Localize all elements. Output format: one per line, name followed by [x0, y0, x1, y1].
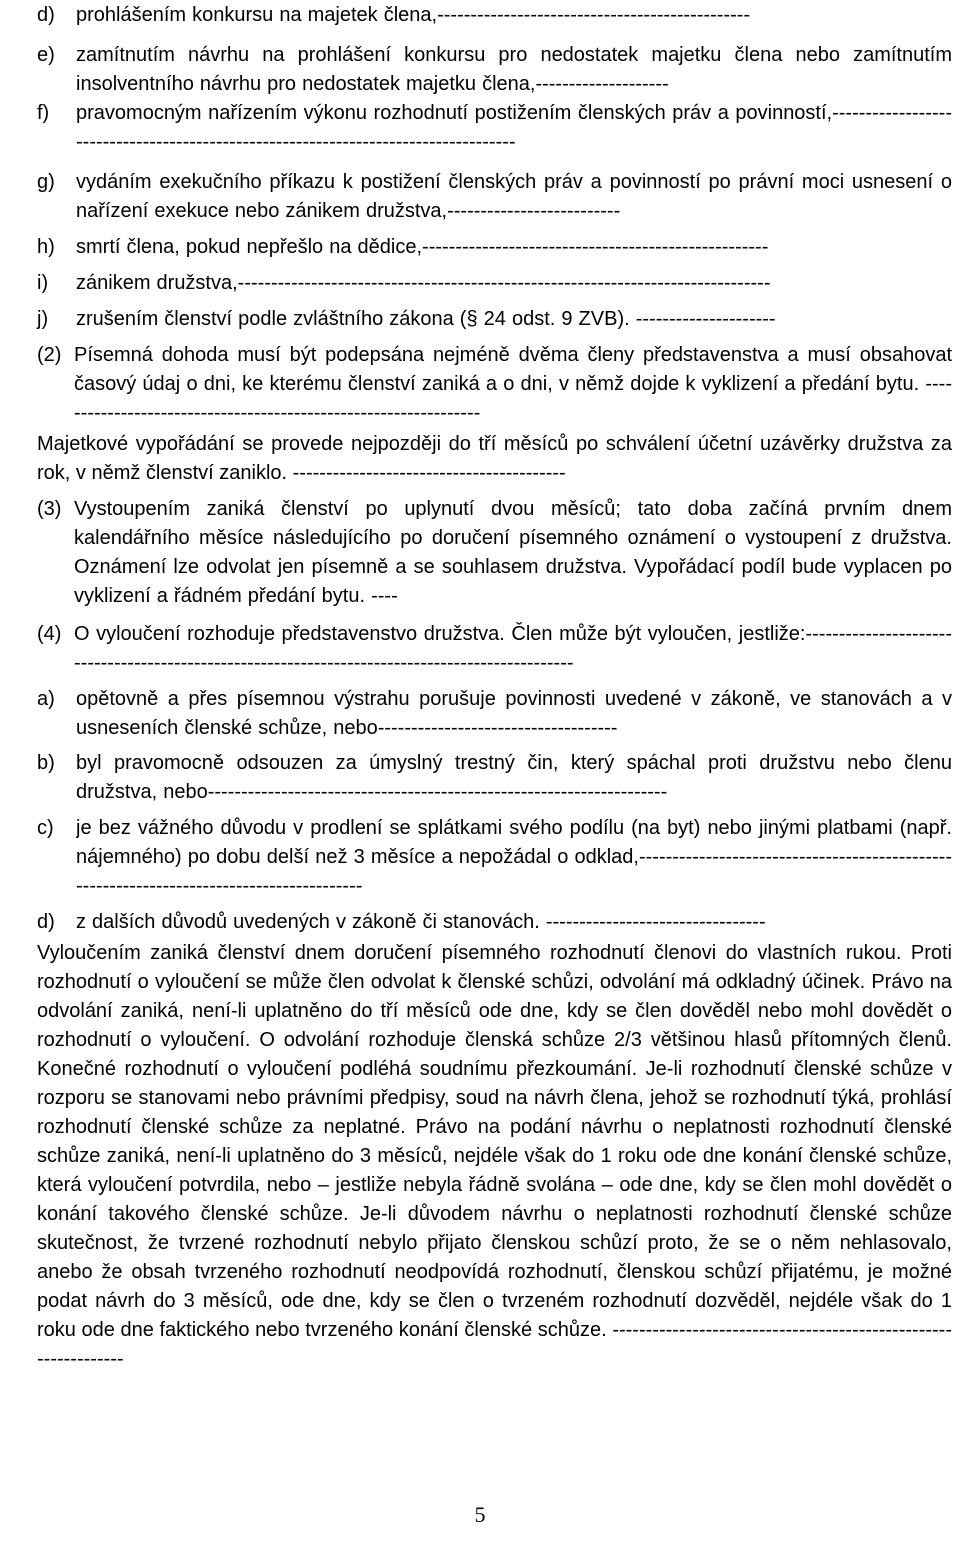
- item-text: byl pravomocně odsouzen za úmyslný trestný čin, který spáchal proti družstvu nebo členu družstva, nebo---------------------------------------------------------------------: [76, 752, 952, 803]
- paragraph-number: (2): [37, 344, 62, 366]
- item-label: f): [37, 102, 50, 124]
- list-item-b: [37, 749, 952, 807]
- paragraph-number: (4): [37, 623, 62, 645]
- item-label: c): [37, 817, 54, 839]
- item-text: zrušením členství podle zvláštního zákona (§ 24 odst. 9 ZVB). ---------------------: [76, 308, 776, 330]
- paragraph-expulsion: Vyloučením zaniká členství dnem doručení písemného rozhodnutí členovi do vlastních rukou. Proti rozhodnutí o vyloučení se může člen odvolat k členské schůzi, odvolání má odkladný účinek. Právo na odvolání zaniká, není-li uplatněno do tří měsíců ode dne, kdy se člen dověděl nebo mohl dovědět o rozhodnutí o vyloučení. O odvolání rozhoduje členská schůze 2/3 většinou hlasů přítomných členů. Konečné rozhodnutí o vyloučení podléhá soudnímu přezkoumání. Je-li rozhodnutí členské schůze v rozporu se stanovami nebo právními předpisy, soud na návrh člena, jehož se rozhodnutí týká, prohlásí rozhodnutí členské schůze za neplatné. Právo na podání návrhu o neplatnosti rozhodnutí členské schůze zaniká, není-li uplatněno do 3 měsíců, nejdéle však do 1 roku ode dne konání členské schůze, která vyloučení potvrdila, nebo – jestliže nebyla řádně svolána – ode dne, kdy se člen mohl dovědět o konání takového členské schůze. Je-li důvodem návrhu o neplatnosti rozhodnutí členské schůze skutečnost, že tvrzené rozhodnutí nebylo přijato členskou schůzí proto, že se o něm nehlasovalo, anebo že obsah tvrzeného rozhodnutí neodpovídá rozhodnutí, členskou schůzí přijatému, je možné podat návrh do 3 měsíců, ode dne, kdy se člen o tvrzeném rozhodnutí dozvěděl, nejdéle však do 1 roku ode dne faktického nebo tvrzeného konání členské schůze. ----------------------------------------------------------------: [37, 942, 952, 1370]
- item-text: vydáním exekučního příkazu k postižení členských práv a povinností po právní moci usnesení o nařízení exekuce nebo zánikem družstva,--------------------------: [76, 171, 952, 222]
- item-label: g): [37, 171, 55, 193]
- item-label: e): [37, 44, 55, 66]
- item-label: d): [37, 4, 55, 26]
- list-item-f: [37, 99, 952, 157]
- paragraph-number: (3): [37, 498, 62, 520]
- item-label: b): [37, 752, 55, 774]
- list-item-h: [37, 233, 952, 262]
- item-text: je bez vážného důvodu v prodlení se splátkami svého podílu (na byt) nebo jinými platbami (např. nájemného) po dobu delší než 3 měsíce a nepožádal o odklad,------------------------------------------------------------------------------------------: [76, 817, 952, 897]
- list-item-d-bottom: [37, 908, 952, 937]
- item-label: h): [37, 236, 55, 258]
- list-item-c: [37, 814, 952, 901]
- item-text: pravomocným nařízením výkonu rozhodnutí postižením členských práv a povinností,------------------------------------------------------------------------------------: [76, 102, 952, 153]
- list-item-a: [37, 685, 952, 743]
- list-item-e: [37, 41, 952, 99]
- item-label: a): [37, 688, 55, 710]
- item-label: i): [37, 272, 49, 294]
- paragraph-text: O vyloučení rozhoduje představenstvo družstva. Člen může být vyloučen, jestliže:-------------------------------------------------------------------------------------------------: [74, 623, 952, 674]
- page-number: 5: [474, 1502, 486, 1527]
- item-text: prohlášením konkursu na majetek člena,-----------------------------------------------: [76, 4, 751, 26]
- paragraph-4: [37, 620, 952, 678]
- paragraph-text: Vystoupením zaniká členství po uplynutí dvou měsíců; tato doba začíná prvním dnem kalendářního měsíce následujícího po doručení písemného oznámení o vystoupení z družstva. Oznámení lze odvolat jen písemně a se souhlasem družstva. Vypořádací podíl bude vyplacen po vyklizení a řádném předání bytu. ----: [74, 498, 952, 607]
- list-item-d-top: [37, 1, 952, 30]
- paragraph-text: Písemná dohoda musí být podepsána nejméně dvěma členy představenstva a musí obsahovat časový údaj o dni, ke kterému členství zaniká a o dni, v němž dojde k vyklizení a předání bytu. -----------------------------------------------------------------: [74, 344, 952, 424]
- list-item-i: [37, 269, 952, 298]
- item-text: z dalších důvodů uvedených v zákoně či stanovách. ---------------------------------: [76, 911, 766, 933]
- item-text: zánikem družstva,--------------------------------------------------------------------------------: [76, 272, 771, 294]
- paragraph-settlement: Majetkové vypořádání se provede nejpozději do tří měsíců po schválení účetní uzávěrky družstva za rok, v němž členství zaniklo. -----------------------------------------: [37, 433, 952, 484]
- paragraph-2: [37, 341, 952, 428]
- paragraph-3: [37, 495, 952, 611]
- list-item-g: [37, 168, 952, 226]
- item-text: zamítnutím návrhu na prohlášení konkursu pro nedostatek majetku člena nebo zamítnutím insolventního návrhu pro nedostatek majetku člena,--------------------: [76, 44, 952, 95]
- list-item-j: [37, 305, 952, 334]
- item-text: smrtí člena, pokud nepřešlo na dědice,----------------------------------------------------: [76, 236, 769, 258]
- item-label: j): [37, 308, 49, 330]
- item-text: opětovně a přes písemnou výstrahu porušuje povinnosti uvedené v zákoně, ve stanovách a v usneseních členské schůze, nebo------------------------------------: [76, 688, 952, 739]
- item-label: d): [37, 911, 55, 933]
